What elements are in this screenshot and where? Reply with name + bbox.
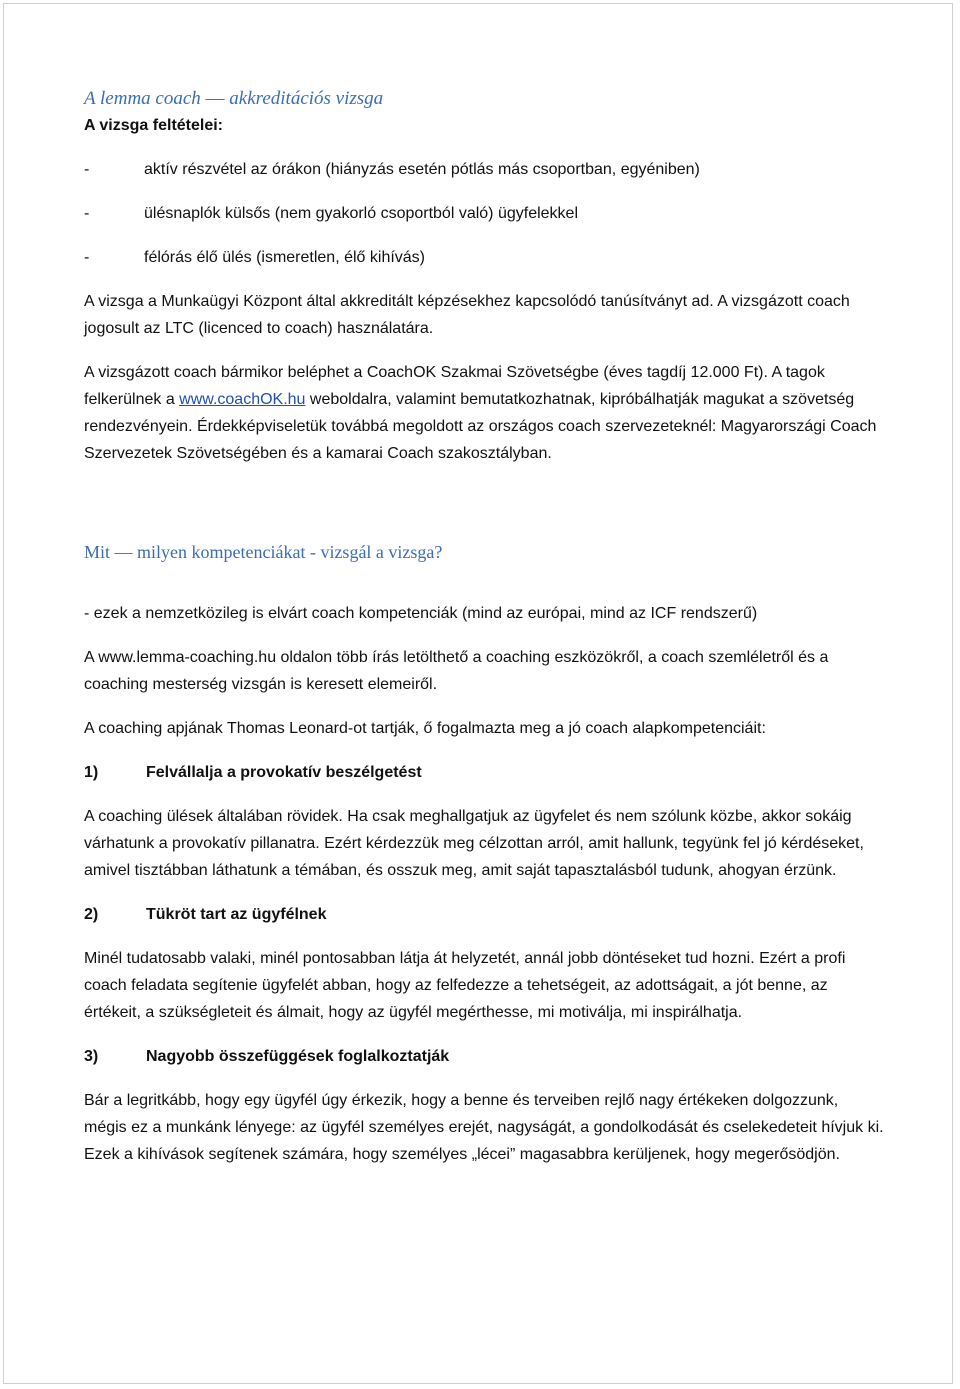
membership-paragraph	[84, 359, 884, 467]
document-page	[3, 3, 953, 1384]
condition-text: ülésnaplók külsős (nem gyakorló csoportból való) ügyfelekkel	[144, 205, 578, 222]
competency-text: Bár a legritkább, hogy egy ügyfél úgy érkezik, hogy a benne és terveiben rejlő nagy értékeken dolgozzunk, mégis ez a munkánk lényege: az ügyfél személyes erejét, nagyságát, a gondolkodását és cselekedeteit hívjuk ki. Ezek a kihívások segítenek számára, hogy személyes „lécei” magasabbra kerüljenek, hogy megerősödjön.	[84, 1092, 884, 1163]
competencies-heading: Mit –– milyen kompetenciákat - vizsgál a vizsga?	[84, 542, 443, 562]
conditions-subtitle: A vizsga feltételei:	[84, 117, 224, 134]
competency-number: 2)	[84, 906, 99, 923]
document-content	[84, 86, 884, 1185]
condition-item	[84, 244, 884, 271]
condition-item	[84, 156, 884, 183]
competency-title: Nagyobb összefüggések foglalkoztatják	[146, 1048, 450, 1065]
competency-number: 3)	[84, 1048, 99, 1065]
dash-bullet: -	[84, 161, 90, 178]
condition-text: aktív részvétel az órákon (hiányzás esetén pótlás más csoportban, egyéniben)	[144, 161, 700, 178]
dash-bullet: -	[84, 249, 90, 266]
condition-text: félórás élő ülés (ismeretlen, élő kihívás)	[144, 249, 426, 266]
membership-text-b: weboldalra, valamint bemutatkozhatnak, kipróbálhatják magukat a szövetség rendezvényein. Érdekképviseletük továbbá megoldott az országos coach szervezeteknél: Magyarországi Coach Szervezetek Szövetségében és a kamarai Coach szakosztályban.	[84, 391, 877, 462]
competency-number: 1)	[84, 764, 99, 781]
competency-heading	[84, 759, 884, 786]
condition-item	[84, 200, 884, 227]
competencies-line: - ezek a nemzetközileg is elvárt coach kompetenciák (mind az európai, mind az ICF rendszerű)	[84, 605, 758, 622]
membership-text-a: A vizsgázott coach bármikor beléphet a CoachOK Szakmai Szövetségbe (éves tagdíj 12.000 Ft). A tagok felkerülnek a	[84, 364, 825, 408]
competency-text: Minél tudatosabb valaki, minél pontosabban látja át helyzetét, annál jobb döntéseket tud hozni. Ezért a profi coach feladata segítenie ügyfelét abban, hogy az felfedezze a tehetségeit, az adottságait, a jót benne, az értékeit, a szükségleteit és álmait, hogy az ügyfél megérthesse, mi motiválja, mi inspirálhatja.	[84, 950, 846, 1021]
document-title: A lemma coach –– akkreditációs vizsga	[84, 88, 384, 109]
competency-title: Felvállalja a provokatív beszélgetést	[146, 764, 422, 781]
competency-heading	[84, 1043, 884, 1070]
leonard-paragraph: A coaching apjának Thomas Leonard-ot tartják, ő fogalmazta meg a jó coach alapkompetenciáit:	[84, 720, 766, 737]
competency-heading	[84, 901, 884, 928]
certificate-paragraph: A vizsga a Munkaügyi Központ által akkreditált képzésekhez kapcsolódó tanúsítványt ad. A vizsgázott coach jogosult az LTC (licenced to coach) használatára.	[84, 293, 850, 337]
competency-text: A coaching ülések általában rövidek. Ha csak meghallgatjuk az ügyfelet és nem szólunk közbe, akkor sokáig várhatunk a provokatív pillanatra. Ezért kérdezzük meg célzottan arról, amit hallunk, tegyünk fel jó kérdéseket, amivel tisztábban láthatunk a témában, és osszuk meg, amit saját tapasztalásból tudunk, ahogyan érzünk.	[84, 808, 864, 879]
competency-title: Tükröt tart az ügyfélnek	[146, 906, 327, 923]
coachok-link[interactable]: www.coachOK.hu	[179, 391, 306, 408]
lemma-paragraph: A www.lemma-coaching.hu oldalon több írás letölthető a coaching eszközökről, a coach szemléletről és a coaching mesterség vizsgán is keresett elemeiről.	[84, 649, 829, 693]
dash-bullet: -	[84, 205, 90, 222]
